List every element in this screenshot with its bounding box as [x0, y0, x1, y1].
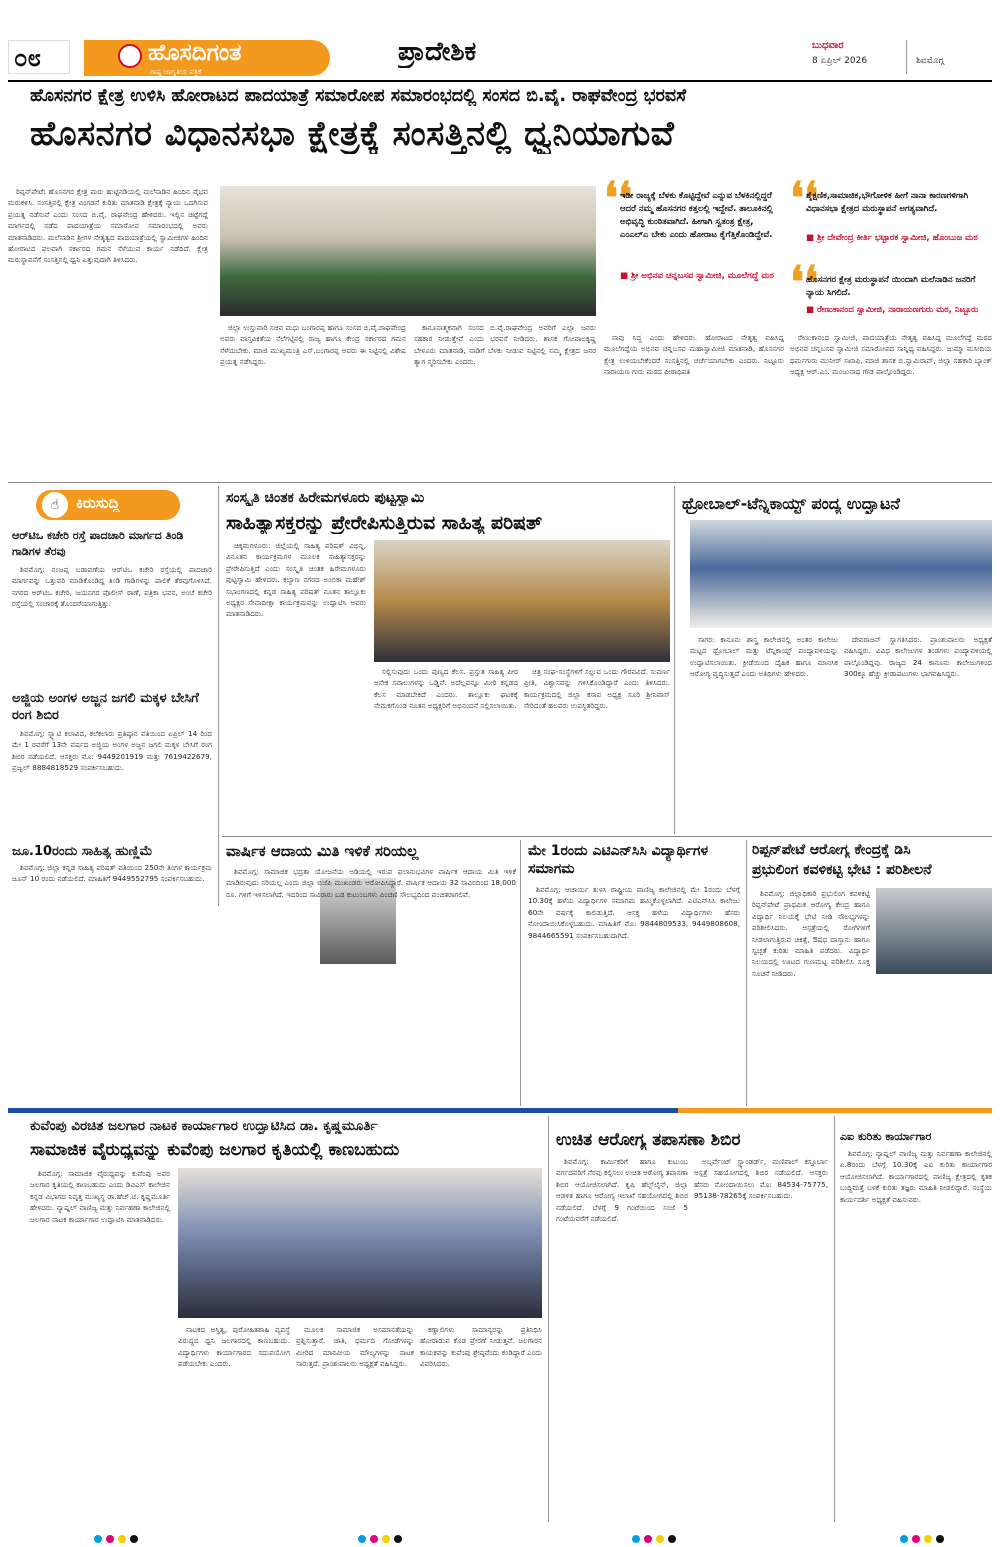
story5-body [528, 884, 740, 1106]
brief-3-title: ಜೂ.10ರಂದು ಸಾಹಿತ್ಯ ಹುಣ್ಣಿಮೆ [12, 844, 153, 859]
story4-headline: ವಾರ್ಷಿಕ ಆದಾಯ ಮಿತಿ ಇಳಿಕೆ ಸರಿಯಲ್ಲ [226, 842, 419, 860]
brand-logo-icon [118, 44, 142, 68]
brief-1-body-text: ಶಿವಮೊಗ್ಗ: ನಂಜಪ್ಪ ಬಡಾವಣೆಯ ಆರ್‌ಟಿಒ ಕಚೇರಿ ರಸ್ತೆಯಲ್ಲಿ ಪಾದಚಾರಿ ಮಾರ್ಗವನ್ನು ಒತ್ತುವರಿ ಮಾಡಿಕೊಂಡಿದ್ದ ತಿಂಡಿ ಗಾಡಿಗಳನ್ನು ಪಾಲಿಕೆ ತೆರವುಗೊಳಿಸಿದೆ. ನಗರದ ಆರ್‌ಟಿಒ ಕಚೇರಿ, ಜಯನಗರ ಪೊಲೀಸ್ ಠಾಣೆ, ಪತ್ರಿಕಾ ಭವನ, ಅಂಚೆ ಕಚೇರಿ ರಸ್ತೆಯಲ್ಲಿ ಸಂಚಾರಕ್ಕೆ ತೊಂದರೆಯಾಗುತ್ತಿತ್ತು. [12, 565, 212, 609]
story4-body [226, 866, 516, 1106]
lead-col-4-text: ನಾವು ಸಿದ್ಧ ಎಂದು ಹೇಳಿದರು. ಹೋರಾಟದ ನೇತೃತ್ವ ವಹಿಸಿದ್ದ ಮೂಲೆಗದ್ದೆಯ ಅಭಿನವ ಚನ್ನಬಸವ ಮಹಾಸ್ವಾಮೀಜಿ ಮಾತನಾಡಿ, ಹೊಸನಗರ ಕ್ಷೇತ್ರ ಉಳಿಯಬೇಕೆಂದರೆ ಸಂಸತ್ತಿನಲ್ಲಿ ಚರ್ಚೆಯಾಗಬೇಕು ಎಂದರು. ನಿಟ್ಟೂರು ನಾರಾಯಣ ಗುರು ಮಠದ ಪೀಠಾಧಿಪತಿ [604, 333, 784, 377]
masthead-rule [8, 80, 992, 82]
column-divider [520, 840, 521, 1106]
story6-body-text: ಶಿವಮೊಗ್ಗ: ಜಿಲ್ಲಾಧಿಕಾರಿ ಪ್ರಭುಲಿಂಗ ಕವಳಿಕಟ್ಟಿ ರಿಪ್ಪನ್‌ಪೇಟೆ ಪ್ರಾಥಮಿಕ ಆರೋಗ್ಯ ಕೇಂದ್ರ ಹಾಗೂ ವಿದ್ಯಾರ್ಥಿ ನಿಲಯಕ್ಕೆ ಭೇಟಿ ನೀಡಿ ಸೌಲಭ್ಯಗಳನ್ನು ಪರಿಶೀಲಿಸಿದರು. ಆಸ್ಪತ್ರೆಯಲ್ಲಿ ರೋಗಿಗಳಿಗೆ ನೀಡಲಾಗುತ್ತಿರುವ ಚಿಕಿತ್ಸೆ, ಔಷಧ ದಾಸ್ತಾನು ಹಾಗೂ ಸ್ವಚ್ಛತೆ ಕುರಿತು ಮಾಹಿತಿ ಪಡೆದರು. ವಿದ್ಯಾರ್ಥಿ ನಿಲಯದಲ್ಲಿ ಊಟದ ಗುಣಮಟ್ಟ ಪರಿಶೀಲಿಸಿ ಸೂಕ್ತ ಸೂಚನೆ ನೀಡಿದರು. [752, 889, 870, 978]
quote-mark-icon: ❛❛ [790, 173, 819, 224]
registration-dots-left [92, 1528, 140, 1547]
lead-kicker: ಹೊಸನಗರ ಕ್ಷೇತ್ರ ಉಳಿಸಿ ಹೋರಾಟದ ಪಾದಯಾತ್ರೆ ಸಮಾರೋಪ ಸಮಾರಂಭದಲ್ಲಿ ಸಂಸದ ಬಿ.ವೈ. ರಾಘವೇಂದ್ರ ಭರವಸೆ [30, 86, 687, 106]
column-divider [746, 840, 747, 1106]
story9-body [840, 1148, 992, 1520]
quote-mark-icon: ❛❛ [790, 257, 819, 308]
story3-col-1-text: ಸಾಗರ: ಕಾನೂನು ಶಾಸ್ತ್ರ ಕಾಲೇಜಿನಲ್ಲಿ ಅಂತರ ಕಾಲೇಜು ಮಟ್ಟದ ಥ್ರೋಬಾಲ್ ಮತ್ತು ಟೆನ್ನಿಕಾಯ್ಟ್ ಪಂದ್ಯಾವಳಿಯನ್ನು ಉದ್ಘಾಟಿಸಲಾಯಿತು. ಕ್ರೀಡೆಯಿಂದ ದೈಹಿಕ ಹಾಗೂ ಮಾನಸಿಕ ಆರೋಗ್ಯ ವೃದ್ಧಿಸುತ್ತದೆ ಎಂದು ಅತಿಥಿಗಳು ಹೇಳಿದರು. [690, 635, 838, 679]
story9-body-text: ಶಿವಮೊಗ್ಗ: ನ್ಯಾಷ್ನಲ್ ವಾಣಿಜ್ಯ ಮತ್ತು ನಿರ್ವಹಣಾ ಕಾಲೇಜಿನಲ್ಲಿ ಏ.8ರಂದು ಬೆಳಗ್ಗೆ 10.30ಕ್ಕೆ ಎಐ ಕುರಿತು ಕಾರ್ಯಾಗಾರ ಆಯೋಜಿಸಲಾಗಿದೆ. ಕಾರ್ಯಾಗಾರದಲ್ಲಿ ವಾಣಿಜ್ಯ ಕ್ಷೇತ್ರದಲ್ಲಿ ಕೃತಕ ಬುದ್ಧಿಮತ್ತೆ ಬಳಕೆ ಕುರಿತು ತಜ್ಞರು ಮಾಹಿತಿ ನೀಡಲಿದ್ದಾರೆ. ಸಂಸ್ಥೆಯ ಕಾರ್ಯದರ್ಶಿ ಅಧ್ಯಕ್ಷತೆ ವಹಿಸುವರು. [840, 1149, 992, 1204]
story3-headline: ಥ್ರೋಬಾಲ್-ಟೆನ್ನಿಕಾಯ್ಟ್ ಪಂದ್ಯ ಉದ್ಘಾಟನೆ [682, 494, 900, 513]
story7-col-2 [178, 1324, 290, 1520]
story2-col-2-text: ಸಲ್ಲಿಸುವುದು ಒಂದು ಪುಣ್ಯದ ಕೆಲಸ. ಪ್ರಸ್ತುತ ಸಾಹಿತ್ಯ ಪೀಠ ಅನೇಕ ಸವಾಲುಗಳನ್ನು ಒಡ್ಡಿವೆ. ಅದೆಲ್ಲವನ್ನೂ ಮೀರಿ ಕನ್ನಡದ ಕೆಲಸ ಮಾಡಬೇಕಿದೆ ಎಂದರು. ತಾಲ್ಲೂಕು ಘಟಕಕ್ಕೆ ನೇಮಕಗೊಂಡ ನೂತನ ಅಧ್ಯಕ್ಷರಿಗೆ ಅಭಿನಂದನೆ ಸಲ್ಲಿಸಲಾಯಿತು. [374, 667, 518, 711]
brand-tagline: ರಾಷ್ಟ್ರ ಜಾಗೃತಿಯ ಪತ್ರಿಕೆ [150, 68, 202, 76]
story7-col-1 [30, 1168, 170, 1520]
brief-2-title: ಅಜ್ಜಿಯ ಅಂಗಳ ಅಜ್ಜನ ಜಗಲಿ ಮಕ್ಕಳ ಬೇಸಿಗೆ ರಂಗ ಶಿಬಿರ [12, 691, 199, 723]
lead-col-1-text: ರಿಪ್ಪನ್‌ಪೇಟೆ: ಹೊಸನಗರ ಕ್ಷೇತ್ರ ಮರು ಹುಟ್ಟಿನಡಿಯಲ್ಲಿ ಮಲೆನಾಡಿನ ಹಿಂದಿನ ವೈಭವ ಮರುಕಳಿಸಿ. ಸಂಸತ್ತಿನಲ್ಲಿ ಕ್ಷೇತ್ರ ವಿಂಗಡನೆ ಕುರಿತು ಮಾತನಾಡಿ ಕ್ಷೇತ್ರಕ್ಕೆ ನ್ಯಾಯ ಒದಗಿಸುವ ಪ್ರಯತ್ನ ನಡೆಸುವೆ ಎಂದು ಸಂಸದ ಬಿ.ವೈ. ರಾಘವೇಂದ್ರ ಹೇಳಿದರು. ಇಲ್ಲಿನ ಚಿಟ್ಟೆಗದ್ದೆ ಮಾರ್ಗದಲ್ಲಿ ನಡೆದ ಪಾದಯಾತ್ರೆಯ ಸಮಾರೋಪ ಸಮಾರಂಭದಲ್ಲಿ ಅವರು ಮಾತನಾಡಿದರು. ಮಲೆನಾಡಿನ ಶ್ರೀಗಳ ನೇತೃತ್ವದ ಪಾದಯಾತ್ರೆಯಲ್ಲಿ ಸ್ವಾಮೀಜಿಗಳ ಹಿಂದಿನ ಹೋರಾಟದ ಫಲವಾಗಿ ಸರ್ಕಾರದ ಗಮನ ಸೆಳೆಯುವ ಕಾರ್ಯ ನಡೆದಿದೆ. ಕ್ಷೇತ್ರ ಮರುಸ್ಥಾಪನೆಗೆ ಸಂಸತ್ತಿನಲ್ಲಿ ಧ್ವನಿ ಎತ್ತುವುದಾಗಿ ತಿಳಿಸಿದರು. [8, 187, 208, 265]
reg-dot-yellow [924, 1535, 932, 1543]
story6-headline-line2: ಪ್ರಭುಲಿಂಗ ಕವಳಿಕಟ್ಟಿ ಭೇಟಿ : ಪರಿಶೀಲನೆ [752, 862, 932, 878]
story8-col-1 [556, 1156, 688, 1520]
brief-1-body [12, 564, 212, 684]
lead-col-5-text: ರೇಣುಕಾನಂದ ಸ್ವಾಮೀಜಿ, ಪಾದಯಾತ್ರೆಯ ನೇತೃತ್ವ ವಹಿಸಿದ್ದ ಮೂಲೆಗದ್ದೆ ಮಠದ ಅಭಿನವ ಚನ್ನಬಸವ ಸ್ವಾಮೀಜಿ ಸಮಾರೋಪದ ಸಾನ್ನಿಧ್ಯ ವಹಿಸಿದ್ದರು. ಜುಮ್ಮಾ ಮಸೀದಿಯ ಧರ್ಮಗುರು ಮುನೀರ್ ಸಖಾಫಿ, ಮಾಜಿ ಶಾಸಕ ಬಿ.ಸ್ವಾಮಿರಾವ್, ಜಿಲ್ಲಾ ಸಹಕಾರಿ ಬ್ಯಾಂಕ್ ಅಧ್ಯಕ್ಷ ಆರ್.ಎಂ. ಮಂಜುನಾಥ ಗೌಡ ಪಾಲ್ಗೊಂಡಿದ್ದರು. [790, 333, 992, 377]
page-number: ೦೮ [14, 44, 41, 72]
lead-col-2-text: ಜಿಲ್ಲಾ ಉಸ್ತುವಾರಿ ಸಚಿವ ಮಧು ಬಂಗಾರಪ್ಪ ಹಾಗೂ ಸಂಸದ ಬಿ.ವೈ.ರಾಘವೇಂದ್ರ ಅವರು ವಾಸ್ತವಿಕತೆಯ ನೆಲೆಗಟ್ಟಿನಲ್ಲಿ ರಾಜ್ಯ ಹಾಗೂ ಕೇಂದ್ರ ಸರ್ಕಾರದ ಗಮನ ಸೆಳೆಯಬೇಕು. ಮಾಜಿ ಮುಖ್ಯಮಂತ್ರಿ ಎಸ್.ಬಂಗಾರಪ್ಪ ಅವರು ಈ ನಿಟ್ಟಿನಲ್ಲಿ ವಿಶೇಷ ಪ್ರಯತ್ನ ನಡೆಸಿದ್ದರು. [220, 323, 406, 367]
quote-2-byline: ■ ಶ್ರೀ ದೇವೇಂದ್ರ ಕೀರ್ತಿ ಭಟ್ಟಾರಕ ಸ್ವಾಮೀಜಿ, ಹೊಂಬುಜ ಮಠ [806, 233, 978, 243]
kirusuddi-label: ಕಿರುಸುದ್ದಿ [76, 494, 120, 512]
story7-col-4-text: ಕಣ್ಣಾಲಿಗಳು ಸಾಮಾನ್ಯರನ್ನು ಪ್ರತಿನಿಧಿಸಿ ಹೋರಾಡುವ ಕೊಡ ಪ್ರೇರಣೆ ನೀಡುತ್ತವೆ. ಜಲಗಾರನ ಕಾಯಕವನ್ನು ಕುವೆಂಪು ಶ್ರೇಷ್ಠವೆಂದು ಕಂಡಿದ್ದಾರೆ ಎಂದು ವಿವರಿಸಿದರು. [420, 1325, 542, 1369]
registration-dots-center-left [356, 1528, 404, 1547]
story9-headline: ಎಐ ಕುರಿತು ಕಾರ್ಯಾಗಾರ [840, 1130, 932, 1143]
masthead-divider [906, 40, 907, 74]
story7-headline: ಸಾಮಾಜಿಕ ವೈರುಧ್ಯವನ್ನು ಕುವೆಂಪು ಜಲಗಾರ ಕೃತಿಯಲ್ಲಿ ಕಾಣಬಹುದು [30, 1140, 400, 1160]
story4-body-text: ಶಿವಮೊಗ್ಗ: ಸಾಮಾಜಿಕ ಭದ್ರತಾ ಯೋಜನೆಯ ಅಡಿಯಲ್ಲಿ ಇರುವ ಫಲಾನುಭವಿಗಳ ವಾರ್ಷಿಕ ಆದಾಯ ಮಿತಿ ಇಳಿಕೆ ಮಾಡಿರುವುದು ಸರಿಯಲ್ಲ ಎಂದು ಜಿಲ್ಲಾ ಬಿಜೆಪಿ ಮುಖಂಡರು ಆರೋಪಿಸಿದ್ದಾರೆ. ವಾರ್ಷಿಕ ಆದಾಯ 32 ಸಾವಿರದಿಂದ 18,000 ರೂ. ಗಳಿಗೆ ಇಳಿಸಲಾಗಿದೆ. ಇದರಿಂದ ಸಾವಿರಾರು ಬಡ ಕುಟುಂಬಗಳು ಪಿಂಚಣಿ ಸೌಲಭ್ಯದಿಂದ ವಂಚಿತರಾಗಲಿವೆ. [226, 867, 516, 899]
story3-photo [690, 520, 992, 628]
brief-2-body-text: ಶಿವಮೊಗ್ಗ: ಸ್ನ್ಯಾಟಿ ಕಲಾವಿದ, ಕಲೆಕಲಾರು ಪ್ರತಿಷ್ಠಾನ ವತಿಯಿಂದ ಏಪ್ರಿಲ್ 14 ರಿಂದ ಮೇ 1 ರವರೆಗೆ 13ನೇ ವರ್ಷದ ಅಜ್ಜಿಯ ಅಂಗಳ ಅಜ್ಜನ ಜಗಲಿ ಮಕ್ಕಳ ಬೇಸಿಗೆ ರಂಗ ಶಿಬಿರ ನಡೆಯಲಿದೆ. ಆಸಕ್ತರು ಮೊ: 9449201919 ಮತ್ತು 7619422679, ಪ್ರಜ್ವಲ್ 8884818529 ಸಂಪರ್ಕಿಸಬಹುದು. [12, 729, 212, 773]
column-divider [548, 1116, 549, 1522]
lead-col-1 [8, 186, 208, 478]
stripe-orange [678, 1108, 992, 1113]
story8-col-2-text: ಅಬ್ಸರ್ವೆಂಟ್ ಸ್ಟ್ಯಾಂಡರ್ಡ್, ಮಣಿಪಾಲ್ ಕಸ್ತೂರ್ಬಾ ಆಸ್ಪತ್ರೆ ಸಹಯೋಗದಲ್ಲಿ ಶಿಬಿರ ನಡೆಯಲಿದೆ. ಆಸಕ್ತರು ಹೆಸರು ನೋಂದಾಯಿಸಲು ಮೊ: 84534-75775, 95138-78265ಕ್ಕೆ ಸಂಪರ್ಕಿಸಬಹುದು. [694, 1157, 828, 1201]
story7-col-3-text: ಮೂಲಕ ಸಾಮಾಜಿಕ ಅಸಮಾನತೆಯನ್ನು ಪ್ರಶ್ನಿಸುತ್ತಾರೆ. ಜಾತಿ, ಧರ್ಮದ ಗೋಡೆಗಳನ್ನು ಮೀರಿದ ಮಾನವೀಯ ಮೌಲ್ಯಗಳನ್ನು ನಾಟಕ ಸಾರುತ್ತದೆ. ಪ್ರಾಂಶುಪಾಲರು ಅಧ್ಯಕ್ಷತೆ ವಹಿಸಿದ್ದರು. [296, 1325, 414, 1369]
quote-3 [790, 257, 992, 330]
edition-label: ಶಿವಮೊಗ್ಗ [916, 56, 944, 66]
brand-name: ಹೊಸದಿಗಂತ [148, 40, 242, 66]
story2-col-1 [226, 540, 366, 832]
registration-dots-center-right [630, 1528, 678, 1547]
brief-3-body [12, 862, 212, 922]
reg-dot-magenta [644, 1535, 652, 1543]
reg-dot-black [394, 1535, 402, 1543]
story2-col-1-text: ಚಿಕ್ಕಮಗಳೂರು: ಜಿಲ್ಲೆಯಲ್ಲಿ ಸಾಹಿತ್ಯ ಪರಿಷತ್ ವಿಭಿನ್ನ, ವಿನೂತನ ಕಾರ್ಯಕ್ರಮಗಳ ಮೂಲಕ ಸಾಹಿತ್ಯಾಸಕ್ತರನ್ನು ಪ್ರೇರೇಪಿಸುತ್ತಿದೆ ಎಂದು ಸಂಸ್ಕೃತಿ ಚಿಂತಕ ಹಿರೇಮಗಳೂರು ಪುಟ್ಟಸ್ವಾಮಿ ಹೇಳಿದರು. ಕಲ್ಯಾಣ ನಗರದ ಅಂಬಿಕಾ ಮಹೇಶ್ ಸಭಾಂಗಣದಲ್ಲಿ ಕನ್ನಡ ಸಾಹಿತ್ಯ ಪರಿಷತ್ ನೂತನ ತಾಲ್ಲೂಕು ಅಧ್ಯಕ್ಷರ ಸೇವಾದೀಕ್ಷಾ ಕಾರ್ಯಕ್ರಮವನ್ನು ಉದ್ಘಾಟಿಸಿ ಅವರು ಮಾತನಾಡಿದರು. [226, 541, 366, 619]
reg-dot-magenta [370, 1535, 378, 1543]
lead-col-4 [604, 332, 784, 478]
story5-body-text: ಶಿವಮೊಗ್ಗ: ಆಚಾರ್ಯ ತುಳಸಿ ರಾಷ್ಟ್ರೀಯ ವಾಣಿಜ್ಯ ಕಾಲೇಜಿನಲ್ಲಿ ಮೇ 1ರಂದು ಬೆಳಗ್ಗೆ 10.30ಕ್ಕೆ ಹಳೆಯ ವಿದ್ಯಾರ್ಥಿಗಳ ಸಮಾಗಮ ಹಮ್ಮಿಕೊಳ್ಳಲಾಗಿದೆ. ಎಟಿಎನ್‌ಸಿಸಿ ಕಾಲೇಜು 60ನೇ ವರ್ಷಕ್ಕೆ ಕಾಲಿಡುತ್ತಿದೆ. ಆಸಕ್ತ ಹಳೆಯ ವಿದ್ಯಾರ್ಥಿಗಳು ಹೆಸರು ನೋಂದಾಯಿಸಿಕೊಳ್ಳಬಹುದು. ಮಾಹಿತಿಗೆ ಮೊ: 9844809533, 9449808608, 9844665591 ಸಂಪರ್ಕಿಸಬಹುದಾಗಿದೆ. [528, 885, 740, 940]
reg-dot-yellow [656, 1535, 664, 1543]
story8-col-1-text: ಶಿವಮೊಗ್ಗ: ಕಾರ್ಮಿಕರಿಗೆ ಹಾಗೂ ಕುಟುಂಬ ವರ್ಗದವರಿಗೆ ನೆರವು ಕಲ್ಪಿಸಲು ಉಚಿತ ಆರೋಗ್ಯ ತಪಾಸಣಾ ಶಿಬಿರ ಆಯೋಜಿಸಲಾಗಿದೆ. ಕೃಷಿ ಹೆಲ್ಪ್‌ಲೈನ್, ಜಿಲ್ಲಾ ಆಡಳಿತ ಹಾಗೂ ಆರೋಗ್ಯ ಇಲಾಖೆ ಸಹಯೋಗದಲ್ಲಿ ಶಿಬಿರ ನಡೆಯಲಿದೆ. ಬೆಳಗ್ಗೆ 9 ಗಂಟೆಯಿಂದ ಸಂಜೆ 5 ಗಂಟೆಯವರೆಗೆ ನಡೆಯಲಿದೆ. [556, 1157, 688, 1224]
quote-mark-icon: ❛❛ [604, 173, 633, 224]
story3-col-1 [690, 634, 838, 832]
story3-col-2-text: ದೇವರಾಜನ್ ಸ್ವಾಗತಿಸಿದರು. ಪ್ರಾಂಶುಪಾಲರು ಅಧ್ಯಕ್ಷತೆ ವಹಿಸಿದ್ದರು. ವಿವಿಧ ಕಾಲೇಜುಗಳ ತಂಡಗಳು ಪಂದ್ಯಾವಳಿಯಲ್ಲಿ ಪಾಲ್ಗೊಂಡಿದ್ದವು. ರಾಜ್ಯದ 24 ಕಾನೂನು ಕಾಲೇಜುಗಳಿಂದ 300ಕ್ಕೂ ಹೆಚ್ಚು ಕ್ರೀಡಾಪಟುಗಳು ಭಾಗವಹಿಸಿದ್ದರು. [844, 635, 992, 679]
reg-dot-magenta [106, 1535, 114, 1543]
reg-dot-black [130, 1535, 138, 1543]
column-divider [674, 486, 675, 834]
quote-1-text: ಇಡೀ ರಾಜ್ಯಕ್ಕೆ ಬೆಳಕು ಕೊಟ್ಟಿದ್ದೇವೆ ಎನ್ನುವ ಬೆಳಕಿನಲ್ಲಿದ್ದರೆ ಆದರೆ ನಮ್ಮ ಹೊಸನಗರ ಕತ್ತಲಲ್ಲಿ ಇದ್ದೇವೆ. ತಾಲೂಕಿನಲ್ಲಿ ಅಭಿವೃದ್ಧಿ ಕುಂಠಿತವಾಗಿದೆ. ಹೀಗಾಗಿ ಸ್ವತಂತ್ರ ಕ್ಷೇತ್ರ, ಎಂಎಲ್‌ಎ ಬೇಕು ಎಂದು ಹೋರಾಟ ಕೈಗೆತ್ತಿಕೊಂಡಿದ್ದೇವೆ. [620, 191, 773, 240]
story2-col-3-text: ಚಿತ್ರ ಸಂಘ-ಸಂಸ್ಥೆಗಳಿಗೆ ಸಲ್ಲುವ ಒಂದು ಗೌರವವಿದೆ. ಸುವರ್ಣ ಪ್ರೀತಿ, ವಿಶ್ವಾಸವನ್ನು ಗಳಿಸಿಕೊಂಡಿದ್ದಾರೆ ಎಂದು ತಿಳಿಸಿದರು. ಕಾರ್ಯಕ್ರಮದಲ್ಲಿ ಜಿಲ್ಲಾ ಕಸಾಪ ಅಧ್ಯಕ್ಷ ಸೂರಿ ಶ್ರೀನಿವಾಸ್ ಸೇರಿದಂತೆ ಹಲವರು ಉಪಸ್ಥಿತರಿದ್ದರು. [524, 667, 670, 711]
section-rule-2 [222, 836, 992, 837]
story7-col-3 [296, 1324, 414, 1520]
story7-col-1-text: ಶಿವಮೊಗ್ಗ: ಸಾಮಾಜಿಕ ವೈರುಧ್ಯವನ್ನು ಕುವೆಂಪು ಅವರ ಜಲಗಾರ ಕೃತಿಯಲ್ಲಿ ಕಾಣಬಹುದು ಎಂದು ಡಿವಿಎಸ್ ಕಾಲೇಜಿನ ಕನ್ನಡ ವಿಭಾಗದ ನಿವೃತ್ತ ಮುಖ್ಯಸ್ಥ ಡಾ.ಹೆಚ್.ಟಿ. ಕೃಷ್ಣಮೂರ್ತಿ ಹೇಳಿದರು. ನ್ಯಾಷ್ನಲ್ ವಾಣಿಜ್ಯ ಮತ್ತು ನಿರ್ವಹಣಾ ಕಾಲೇಜಿನಲ್ಲಿ ಜಲಗಾರ ನಾಟಕ ಕಾರ್ಯಾಗಾರ ಉದ್ಘಾಟಿಸಿ ಮಾತನಾಡಿದರು. [30, 1169, 170, 1224]
story8-headline: ಉಚಿತ ಆರೋಗ್ಯ ತಪಾಸಣಾ ಶಿಬಿರ [556, 1130, 741, 1150]
column-divider [834, 1116, 835, 1522]
story6-headline-line1: ರಿಪ್ಪನ್‌ಪೇಟೆ ಆರೋಗ್ಯ ಕೇಂದ್ರಕ್ಕೆ ಡಿಸಿ [752, 842, 911, 858]
story6-body [752, 888, 870, 1106]
lead-col-3-text: ಕಾನೂನಾತ್ಮಕವಾಗಿ ಸಂಸದ ಬಿ.ವೈ.ರಾಘವೇಂದ್ರ ಅವರಿಗೆ ಎಲ್ಲಾ ಜನರು ಸಹಕಾರ ನೀಡುತ್ತೇವೆ ಎಂದು ಭರವಸೆ ನೀಡಿದರು. ಶಾಸಕ ಗೋಪಾಲಕೃಷ್ಣ ಬೇಳೂರು ಮಾತನಾಡಿ, ನಾಡಿಗೆ ಬೆಳಕು ನೀಡುವ ನಿಟ್ಟಿನಲ್ಲಿ ನಮ್ಮ ಕ್ಷೇತ್ರದ ಜನರ ತ್ಯಾಗ ಸ್ಮರಿಸಬೇಕು ಎಂದರು. [414, 323, 596, 367]
lead-photo [220, 186, 596, 316]
reg-dot-black [668, 1535, 676, 1543]
story8-col-2 [694, 1156, 828, 1520]
masthead [0, 0, 1000, 82]
story2-col-3 [524, 666, 670, 832]
story6-photo [876, 888, 992, 974]
reg-dot-cyan [632, 1535, 640, 1543]
story5-headline: ಮೇ 1ರಂದು ಎಟಿಎನ್‌ಸಿಸಿ ವಿದ್ಯಾರ್ಥಿಗಳ ಸಮಾಗಮ [528, 843, 709, 877]
registration-dots-right [898, 1528, 946, 1547]
hand-icon: ☝ [42, 492, 68, 518]
column-divider [218, 486, 219, 906]
story2-col-2 [374, 666, 518, 832]
reg-dot-cyan [94, 1535, 102, 1543]
date-label: 8 ಏಪ್ರಿಲ್ 2026 [812, 56, 868, 66]
story2-photo [374, 540, 670, 662]
reg-dot-yellow [382, 1535, 390, 1543]
story7-col-2-text: ನಾಟಕದ ಅಸ್ತಿತ್ವ, ಪುರೋಹಿತಶಾಹಿ ವ್ಯವಸ್ಥೆ ವಿರುದ್ಧದ ಧ್ವನಿ ಜಲಗಾರದಲ್ಲಿ ಕಾಣಬಹುದು. ವಿದ್ಯಾರ್ಥಿಗಳು ಕಾರ್ಯಾಗಾರದ ಸದುಪಯೋಗ ಪಡೆಯಬೇಕು ಎಂದರು. [178, 1325, 290, 1369]
section-title: ಪ್ರಾದೇಶಿಕ [398, 37, 477, 67]
day-label: ಬುಧವಾರ [812, 40, 844, 51]
lead-headline: ಹೊಸನಗರ ವಿಧಾನಸಭಾ ಕ್ಷೇತ್ರಕ್ಕೆ ಸಂಸತ್ತಿನಲ್ಲಿ ಧ್ವನಿಯಾಗುವೆ [30, 114, 675, 154]
kirusuddi-column [8, 486, 214, 906]
brief-3-body-text: ಶಿವಮೊಗ್ಗ: ಜಿಲ್ಲಾ ಕನ್ನಡ ಸಾಹಿತ್ಯ ಪರಿಷತ್ ವತಿಯಿಂದ 250ನೇ ತಿಂಗಳ ಕಾರ್ಯಕ್ರಮ ಜೂನ್ 10 ರಂದು ನಡೆಯಲಿದೆ. ಮಾಹಿತಿಗೆ 9449552795 ಸಂಪರ್ಕಿಸಬಹುದು. [12, 863, 212, 884]
stripe-blue [8, 1108, 678, 1113]
quote-1-byline: ■ ಶ್ರೀ ಅಭಿನವ ಚನ್ನಬಸವ ಸ್ವಾಮೀಜಿ, ಮೂಲೆಗದ್ದೆ ಮಠ [620, 271, 774, 281]
quote-3-byline: ■ ರೇಣುಕಾನಂದ ಸ್ವಾಮೀಜಿ, ನಾರಾಯಣಗುರು ಮಠ, ನಿಟ್ಟೂರು [806, 305, 979, 315]
quote-1 [604, 173, 784, 306]
reg-dot-yellow [118, 1535, 126, 1543]
story2-kicker: ಸಂಸ್ಕೃತಿ ಚಿಂತಕ ಹಿರೇಮಗಳೂರು ಪುಟ್ಟಸ್ವಾಮಿ [226, 490, 425, 506]
story3-col-2 [844, 634, 992, 832]
story7-kicker: ಕುವೆಂಪು ವಿರಚಿತ ಜಲಗಾರ ನಾಟಕ ಕಾರ್ಯಾಗಾರ ಉದ್ಘಾಟಿಸಿದ ಡಾ. ಕೃಷ್ಣಮೂರ್ತಿ [30, 1118, 378, 1134]
quote-2 [790, 173, 992, 268]
lead-col-5 [790, 332, 992, 478]
reg-dot-magenta [912, 1535, 920, 1543]
reg-dot-black [936, 1535, 944, 1543]
brief-1-title: ಆರ್‌ಟಿಒ ಕಚೇರಿ ರಸ್ತೆ ಪಾದಚಾರಿ ಮಾರ್ಗದ ತಿಂಡಿ ಗಾಡಿಗಳ ತೆರವು [12, 529, 184, 558]
quote-3-text: ಹೊಸನಗರ ಕ್ಷೇತ್ರ ಮರುಸ್ಥಾಪನೆ ಯಿಂದಾಗಿ ಮಲೆನಾಡಿನ ಜನರಿಗೆ ನ್ಯಾಯ ಸಿಗಲಿದೆ. [806, 275, 976, 298]
reg-dot-cyan [900, 1535, 908, 1543]
reg-dot-cyan [358, 1535, 366, 1543]
section-rule-1 [8, 482, 992, 483]
brief-2-body [12, 728, 212, 838]
story2-headline: ಸಾಹಿತ್ಯಾಸಕ್ತರನ್ನು ಪ್ರೇರೇಪಿಸುತ್ತಿರುವ ಸಾಹಿತ್ಯ ಪರಿಷತ್ [226, 512, 543, 534]
story7-col-4 [420, 1168, 542, 1520]
quote-2-text: ಶೈಕ್ಷಣಿಕ,ಸಾಮಾಜಿಕ,ಭೌಗೋಳಿಕ ಹೀಗೆ ನಾನಾ ಕಾರಣಗಳಿಗಾಗಿ ವಿಧಾನಸಭಾ ಕ್ಷೇತ್ರದ ಮರುಸ್ಥಾಪನೆ ಅಗತ್ಯವಾಗಿದೆ. [806, 191, 969, 214]
lead-col-2 [220, 322, 406, 478]
lead-col-3 [414, 322, 596, 478]
